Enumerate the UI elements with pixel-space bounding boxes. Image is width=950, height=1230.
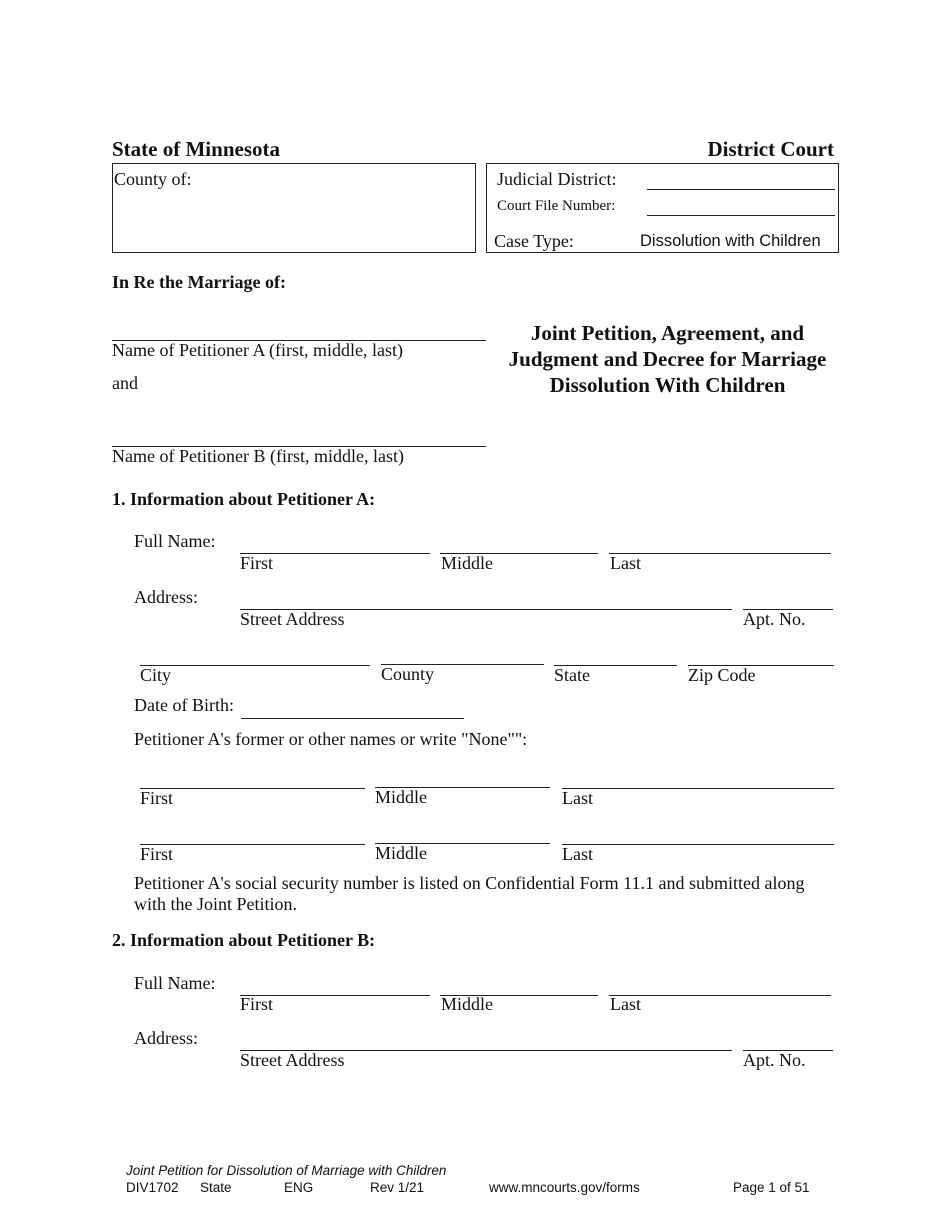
document-title [495, 320, 840, 398]
title-line-1: Joint Petition, Agreement, and [530, 321, 805, 345]
street-caption-b: Street Address [240, 1050, 345, 1070]
former-last-caption-1: Last [562, 788, 593, 808]
former-first-field-1[interactable] [140, 788, 365, 789]
state-heading: State of Minnesota [112, 137, 280, 161]
first-caption: First [240, 553, 274, 573]
county-label: County of: [114, 169, 192, 189]
court-heading: District Court [707, 137, 834, 161]
section-2-heading: 2. Information about Petitioner B: [112, 930, 376, 950]
former-middle-caption-2: Middle [375, 843, 427, 863]
footer-website[interactable]: www.mncourts.gov/forms [489, 1180, 640, 1195]
petitioner-b-caption: Name of Petitioner B (first, middle, last) [112, 446, 404, 466]
petitioner-a-caption: Name of Petitioner A (first, middle, last) [112, 340, 403, 360]
former-first-caption-1: First [140, 788, 174, 808]
former-first-field-2[interactable] [140, 844, 365, 845]
and-text: and [112, 373, 138, 393]
case-type-label: Case Type: [494, 231, 574, 251]
middle-caption-b: Middle [441, 994, 493, 1014]
apt-caption: Apt. No. [743, 609, 806, 629]
footer-title: Joint Petition for Dissolution of Marriage with Children [126, 1163, 447, 1178]
full-name-label-a: Full Name: [134, 531, 216, 551]
footer-revision: Rev 1/21 [370, 1180, 425, 1195]
last-caption: Last [610, 553, 641, 573]
first-caption-b: First [240, 994, 274, 1014]
last-name-field-b[interactable] [609, 995, 831, 996]
city-caption: City [140, 665, 172, 685]
former-last-field-1[interactable] [562, 788, 834, 789]
case-type-value: Dissolution with Children [640, 232, 821, 250]
county-box[interactable] [112, 163, 476, 253]
footer-form-id: DIV1702 [126, 1180, 179, 1195]
ssn-text-line-1: Petitioner A's social security number is listed on Confidential Form 11.1 and submitted along [134, 873, 805, 893]
middle-caption: Middle [441, 553, 493, 573]
dob-field-a[interactable] [241, 718, 464, 719]
ssn-text-line-2: with the Joint Petition. [134, 894, 298, 914]
judicial-district-label: Judicial District: [497, 169, 617, 189]
last-name-field-a[interactable] [609, 553, 831, 554]
in-re-heading: In Re the Marriage of: [112, 272, 286, 292]
title-line-3: Dissolution With Children [549, 373, 786, 397]
street-caption: Street Address [240, 609, 345, 629]
apt-caption-b: Apt. No. [743, 1050, 806, 1070]
footer-jurisdiction: State [200, 1180, 232, 1195]
county-caption: County [381, 664, 435, 684]
judicial-district-field[interactable] [647, 189, 835, 190]
address-label-a: Address: [134, 587, 198, 607]
full-name-label-b: Full Name: [134, 973, 216, 993]
former-middle-caption-1: Middle [375, 787, 427, 807]
court-file-label: Court File Number: [497, 198, 616, 214]
title-line-2: Judgment and Decree for Marriage [508, 347, 827, 371]
dob-label-a: Date of Birth: [134, 695, 234, 715]
city-field-a[interactable] [140, 665, 370, 666]
section-1-heading: 1. Information about Petitioner A: [112, 489, 376, 509]
former-last-field-2[interactable] [562, 844, 834, 845]
last-caption-b: Last [610, 994, 641, 1014]
footer-page-number: Page 1 of 51 [733, 1180, 810, 1195]
former-last-caption-2: Last [562, 844, 593, 864]
state-caption: State [554, 665, 590, 685]
former-names-label: Petitioner A's former or other names or write "None"": [134, 729, 528, 749]
zip-caption: Zip Code [688, 665, 756, 685]
former-first-caption-2: First [140, 844, 174, 864]
court-file-number-field[interactable] [647, 215, 835, 216]
address-label-b: Address: [134, 1028, 198, 1048]
case-info-box [486, 163, 839, 253]
footer-language: ENG [284, 1180, 314, 1195]
